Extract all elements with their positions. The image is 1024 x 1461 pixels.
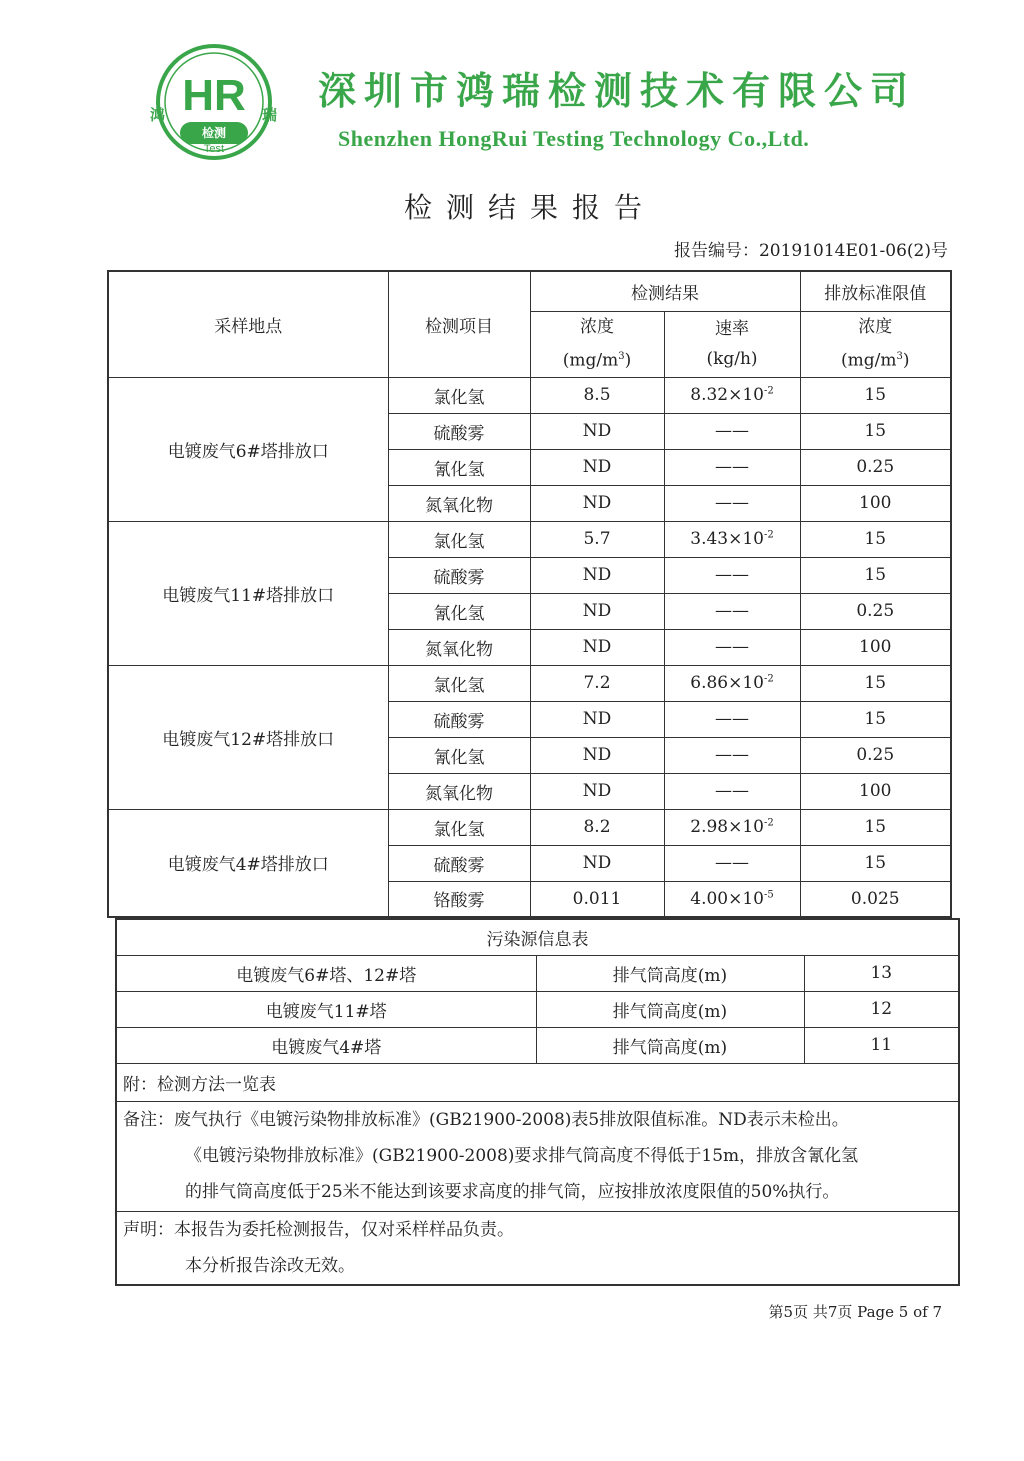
company-logo — [140, 40, 288, 170]
rate-mantissa: 6.86×10 — [690, 673, 764, 693]
statement-line-1: 声明：本报告为委托检测报告，仅对采样样品负责。 — [123, 1219, 514, 1240]
rate-mantissa: 2.98×10 — [690, 817, 764, 837]
result-row — [108, 665, 951, 701]
source-param: 排气筒高度(m) — [536, 1027, 804, 1063]
concentration-value: ND — [530, 593, 664, 629]
sub-conc-header — [530, 311, 664, 377]
test-item: 氯化氢 — [388, 809, 530, 845]
rate-value — [664, 629, 800, 665]
sub-conc-unit: $(mg/m^3)$ — [562, 350, 632, 371]
test-item: 氮氧化物 — [388, 773, 530, 809]
rate-mantissa: —— — [715, 493, 749, 513]
concentration-value: 8.2 — [530, 809, 664, 845]
statement-cell — [116, 1211, 959, 1285]
statement-line-2: 本分析报告涂改无效。 — [185, 1255, 355, 1276]
sub-limit-conc-label: 浓度 — [858, 317, 893, 338]
page-footer: 第5页 共7页 Page 5 of 7 — [768, 1303, 942, 1321]
limit-value: 15 — [800, 413, 951, 449]
test-item: 氮氧化物 — [388, 485, 530, 521]
limit-value: 0.025 — [800, 881, 951, 917]
limit-value: 0.25 — [800, 593, 951, 629]
rate-value — [664, 377, 800, 413]
concentration-value: ND — [530, 557, 664, 593]
limit-value: 100 — [800, 773, 951, 809]
limit-value: 15 — [800, 557, 951, 593]
concentration-value: ND — [530, 449, 664, 485]
rate-mantissa: —— — [715, 421, 749, 441]
test-item: 氯化氢 — [388, 665, 530, 701]
rate-exponent: -2 — [763, 817, 774, 829]
source-row — [116, 991, 959, 1027]
rate-exponent: -2 — [763, 673, 774, 685]
limit-value: 0.25 — [800, 449, 951, 485]
report-title: 检测结果报告 — [403, 191, 656, 224]
logo-test: Test — [203, 143, 225, 155]
appendix-text: 附：检测方法一览表 — [116, 1063, 959, 1101]
test-item: 硫酸雾 — [388, 557, 530, 593]
sampling-site: 电镀废气11#塔排放口 — [108, 521, 388, 665]
sub-conc-label: 浓度 — [580, 317, 614, 338]
source-name: 电镀废气11#塔 — [116, 991, 536, 1027]
limit-value: 15 — [800, 665, 951, 701]
source-value: 11 — [804, 1027, 959, 1063]
result-row — [108, 521, 951, 557]
result-row — [108, 809, 951, 845]
concentration-value: ND — [530, 845, 664, 881]
logo-right-char: 瑞 — [262, 106, 278, 124]
limit-value: 0.25 — [800, 737, 951, 773]
sub-rate-unit: (kg/h) — [706, 349, 758, 369]
limit-value: 15 — [800, 521, 951, 557]
remarks-line-2: 《电镀污染物排放标准》(GB21900-2008)要求排气筒高度不得低于15m，排放含氰化氢 — [185, 1146, 859, 1166]
source-title-row — [116, 919, 959, 955]
remarks-row — [116, 1101, 959, 1211]
rate-value — [664, 737, 800, 773]
rate-exponent: -2 — [763, 529, 774, 541]
source-row — [116, 1027, 959, 1063]
concentration-value: ND — [530, 737, 664, 773]
concentration-value: 8.5 — [530, 377, 664, 413]
test-item: 氯化氢 — [388, 377, 530, 413]
sub-rate-label: 速率 — [715, 319, 749, 339]
rate-value — [664, 665, 800, 701]
sub-limit-conc-header — [800, 311, 951, 377]
rate-value — [664, 449, 800, 485]
rate-value — [664, 557, 800, 593]
concentration-value: ND — [530, 413, 664, 449]
test-item: 氰化氢 — [388, 737, 530, 773]
limit-value: 15 — [800, 701, 951, 737]
rate-mantissa: —— — [715, 457, 749, 477]
test-item: 硫酸雾 — [388, 701, 530, 737]
concentration-value: ND — [530, 773, 664, 809]
col-result-header: 检测结果 — [530, 271, 800, 311]
test-item: 氰化氢 — [388, 449, 530, 485]
rate-value — [664, 701, 800, 737]
test-item: 硫酸雾 — [388, 845, 530, 881]
sub-rate-header — [664, 311, 800, 377]
logo-left-char: 鸿 — [150, 106, 166, 124]
source-row — [116, 955, 959, 991]
remarks-cell — [116, 1101, 959, 1211]
logo-letters: HR — [182, 71, 246, 120]
rate-value — [664, 809, 800, 845]
source-name: 电镀废气6#塔、12#塔 — [116, 955, 536, 991]
col-limit-header: 排放标准限值 — [800, 271, 951, 311]
source-name: 电镀废气4#塔 — [116, 1027, 536, 1063]
appendix-row — [116, 1063, 959, 1101]
test-item: 氯化氢 — [388, 521, 530, 557]
rate-exponent: -5 — [763, 889, 774, 901]
remarks-line-1: 备注：废气执行《电镀污染物排放标准》(GB21900-2008)表5排放限值标准。ND表示未检出。 — [123, 1110, 849, 1130]
limit-value: 100 — [800, 485, 951, 521]
report-number: 报告编号：20191014E01-06(2)号 — [673, 241, 948, 261]
logo-sub: 检测 — [201, 126, 227, 140]
rate-mantissa: —— — [715, 637, 749, 657]
rate-exponent: -2 — [763, 385, 774, 397]
source-value: 12 — [804, 991, 959, 1027]
pollution-source-table — [115, 918, 960, 1286]
rate-mantissa: 3.43×10 — [690, 529, 764, 549]
source-value: 13 — [804, 955, 959, 991]
concentration-value: 5.7 — [530, 521, 664, 557]
rate-mantissa: —— — [715, 709, 749, 729]
col-site-header: 采样地点 — [108, 271, 388, 377]
limit-value: 15 — [800, 809, 951, 845]
rate-mantissa: —— — [715, 601, 749, 621]
rate-value — [664, 413, 800, 449]
pollution-source-title: 污染源信息表 — [116, 919, 959, 955]
source-param: 排气筒高度(m) — [536, 955, 804, 991]
statement-row — [116, 1211, 959, 1285]
limit-value: 100 — [800, 629, 951, 665]
sampling-site: 电镀废气6#塔排放口 — [108, 377, 388, 521]
company-name-cn: 深圳市鸿瑞检测技术有限公司 — [318, 69, 917, 113]
test-item: 硫酸雾 — [388, 413, 530, 449]
result-row — [108, 377, 951, 413]
rate-value — [664, 521, 800, 557]
rate-mantissa: —— — [715, 565, 749, 585]
results-table — [107, 270, 952, 918]
rate-mantissa: 8.32×10 — [690, 385, 764, 405]
limit-value: 15 — [800, 845, 951, 881]
sub-limit-conc-unit: $(mg/m^3)$ — [841, 350, 910, 371]
company-name-en: Shenzhen HongRui Testing Technology Co.,Ltd. — [338, 126, 810, 151]
rate-value — [664, 485, 800, 521]
rate-value — [664, 845, 800, 881]
sampling-site: 电镀废气4#塔排放口 — [108, 809, 388, 917]
test-item: 氰化氢 — [388, 593, 530, 629]
concentration-value: 0.011 — [530, 881, 664, 917]
remarks-line-3: 的排气筒高度低于25米不能达到该要求高度的排气筒，应按排放浓度限值的50%执行。 — [185, 1182, 840, 1202]
concentration-value: ND — [530, 701, 664, 737]
concentration-value: ND — [530, 485, 664, 521]
rate-mantissa: 4.00×10 — [690, 888, 764, 909]
header-row-1 — [108, 271, 951, 311]
rate-mantissa: —— — [715, 853, 749, 873]
concentration-value: 7.2 — [530, 665, 664, 701]
test-item: 铬酸雾 — [388, 881, 530, 917]
rate-mantissa: —— — [715, 781, 749, 801]
col-item-header: 检测项目 — [388, 271, 530, 377]
rate-mantissa: —— — [715, 745, 749, 765]
concentration-value: ND — [530, 629, 664, 665]
rate-value — [664, 881, 800, 917]
limit-value: 15 — [800, 377, 951, 413]
sampling-site: 电镀废气12#塔排放口 — [108, 665, 388, 809]
source-param: 排气筒高度(m) — [536, 991, 804, 1027]
test-item: 氮氧化物 — [388, 629, 530, 665]
rate-value — [664, 773, 800, 809]
rate-value — [664, 593, 800, 629]
